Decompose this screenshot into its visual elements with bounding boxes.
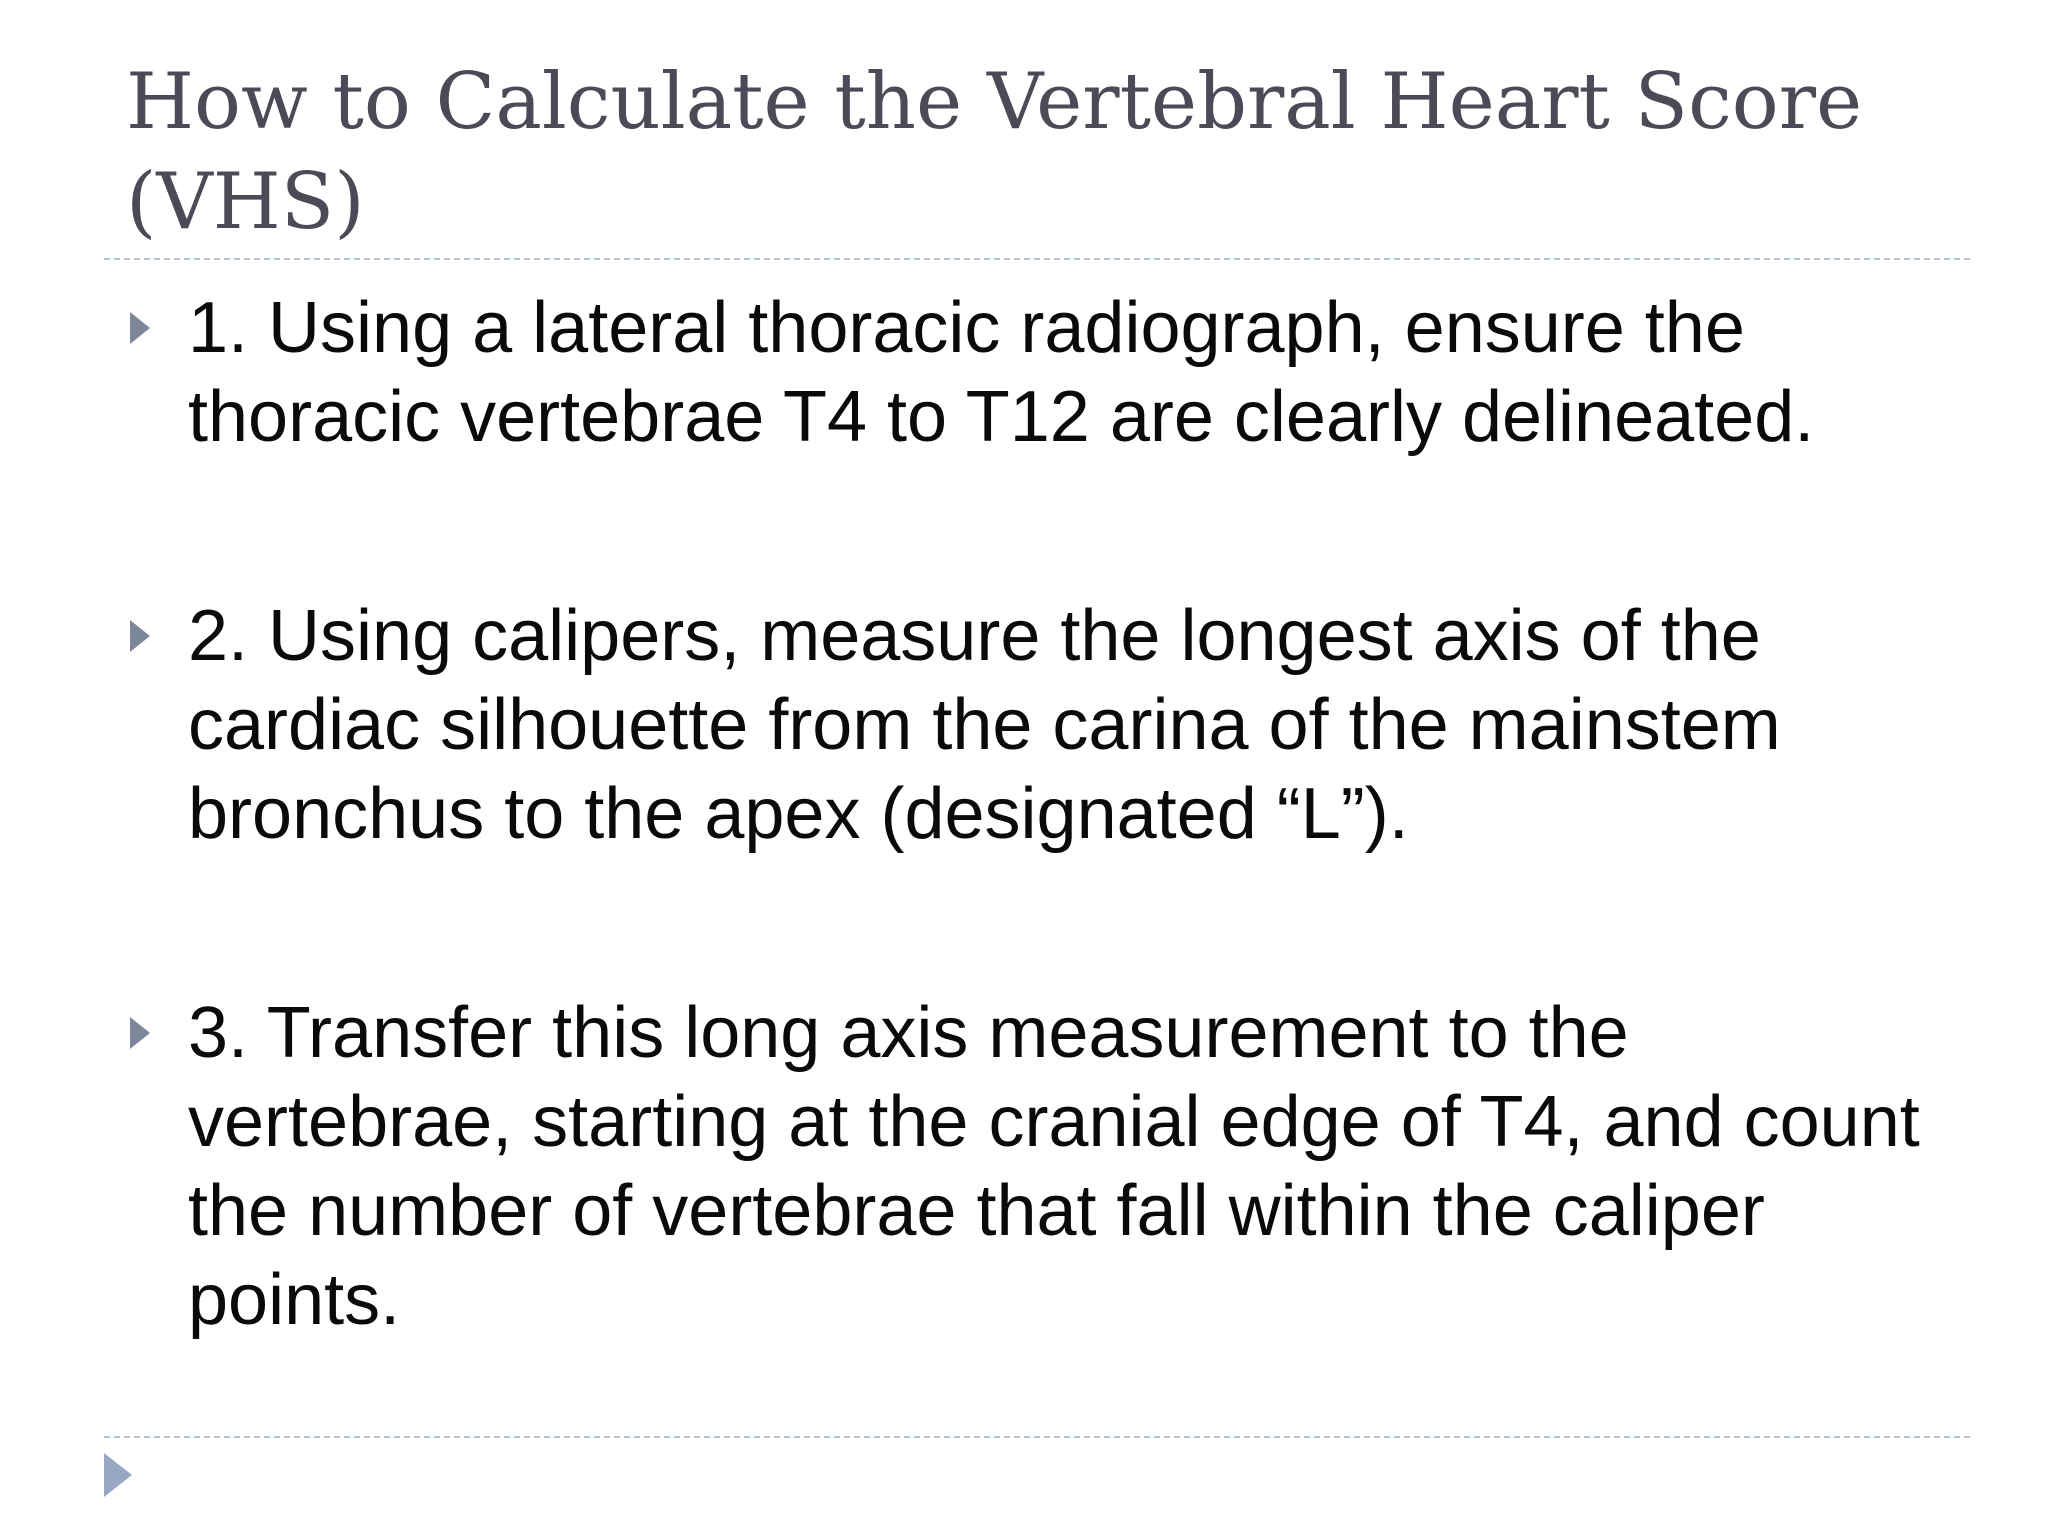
triangle-bullet-icon xyxy=(130,620,150,652)
bullet-item-2 xyxy=(126,592,1956,859)
triangle-bullet-icon xyxy=(130,312,150,344)
bullet-list xyxy=(126,284,1956,1345)
triangle-bullet-icon xyxy=(130,1017,150,1049)
bullet-item-1 xyxy=(126,284,1956,462)
bullet-text: 2. Using calipers, measure the longest axis of the cardiac silhouette from the carina of the mainstem bronchus to the apex (designated “L”). xyxy=(188,596,1781,854)
bullet-text: 1. Using a lateral thoracic radiograph, ensure the thoracic vertebrae T4 to T12 are clearly delineated. xyxy=(188,288,1815,457)
footer-divider xyxy=(104,1436,1970,1438)
bullet-text: 3. Transfer this long axis measurement to the vertebrae, starting at the cranial edge of T4, and count the number of vertebrae that fall within the caliper points. xyxy=(188,993,1920,1340)
bullet-item-3 xyxy=(126,989,1956,1345)
title-divider xyxy=(104,258,1970,260)
next-triangle-icon[interactable] xyxy=(104,1453,132,1497)
slide-title: How to Calculate the Vertebral Heart Score (VHS) xyxy=(126,57,1863,247)
